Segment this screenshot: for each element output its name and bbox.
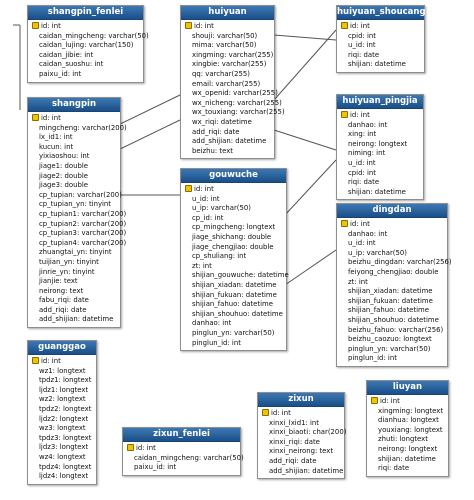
table-field: add_shijian: datetime xyxy=(269,466,344,475)
link-shangpin-huiyuan-2 xyxy=(118,120,180,150)
table-field: wz4: longtext xyxy=(39,452,86,461)
field-list xyxy=(337,218,452,366)
table-field: id: int xyxy=(371,397,445,407)
table-field: neirong: longtext xyxy=(348,139,408,148)
table-field: mima: varchar(50) xyxy=(192,41,257,50)
table-field: youxiang: longtext xyxy=(378,425,443,434)
table-title: shangpin_fenlei xyxy=(28,6,143,20)
table-field: add_shijian: datetime xyxy=(39,315,114,324)
table-zixun xyxy=(257,392,345,479)
field-list xyxy=(28,20,149,82)
table-field: pinglun_yn: varchar(50) xyxy=(192,328,275,337)
table-field: zhuti: longtext xyxy=(378,435,428,444)
table-field: u_id: int xyxy=(192,194,220,203)
table-field: tpdz2: longtext xyxy=(39,404,92,413)
table-field: jiage_shichang: double xyxy=(192,232,272,241)
table-field: danhao: int xyxy=(192,319,232,328)
primary-key-icon xyxy=(341,220,348,227)
table-field: ljdz2: longtext xyxy=(39,414,89,423)
table-field: u_ip: varchar(50) xyxy=(348,248,407,257)
table-zixun-fenlei xyxy=(122,427,244,476)
table-field: u_ip: varchar(50) xyxy=(192,204,251,213)
table-field: add_riqi: date xyxy=(269,456,317,465)
table-field: email: varchar(255) xyxy=(192,79,261,88)
primary-key-icon xyxy=(32,114,39,121)
table-title: zixun_fenlei xyxy=(123,428,240,442)
table-title: shangpin xyxy=(28,98,120,112)
field-list xyxy=(28,355,96,484)
table-title: guanggao xyxy=(28,341,96,355)
table-field: danhao: int xyxy=(348,120,388,129)
table-field: add_shijian: datetime xyxy=(192,137,267,146)
table-field: lx_id1: int xyxy=(39,133,73,142)
field-list xyxy=(337,109,423,199)
table-huiyuan-pingjia xyxy=(336,94,424,200)
table-field: xinxi_biaoti: char(200) xyxy=(269,428,347,437)
table-field: shijian_fahuo: datetime xyxy=(192,300,273,309)
table-dingdan xyxy=(336,203,452,367)
table-field: shijian: datetime xyxy=(348,187,406,196)
table-title: liuyan xyxy=(367,381,448,395)
table-field: shijian: datetime xyxy=(348,60,406,69)
table-field: jiage1: double xyxy=(39,161,89,170)
table-field: wx_nicheng: varchar(255) xyxy=(192,98,282,107)
table-field: cpid: int xyxy=(348,31,376,40)
table-field: cp_tupian_yn: tinyint xyxy=(39,200,112,209)
table-field: ljdz4: longtext xyxy=(39,472,89,481)
table-field: riqi: date xyxy=(348,50,380,59)
table-field: caidan_suoshu: int xyxy=(39,60,104,69)
table-title: huiyuan xyxy=(181,6,274,20)
link-huiyuan-pingjia xyxy=(274,130,336,150)
table-field: shouji: varchar(50) xyxy=(192,31,258,40)
field-list xyxy=(337,20,424,72)
table-field: zt: int xyxy=(348,277,368,286)
primary-key-icon xyxy=(32,357,39,364)
table-field: xing: int xyxy=(348,130,377,139)
table-field: cpid: int xyxy=(348,168,376,177)
table-field: shijian_gouwuche: datetime xyxy=(192,271,289,280)
table-field: danhao: int xyxy=(348,229,388,238)
table-field: wz2: longtext xyxy=(39,395,86,404)
link-pingjia-dingdan xyxy=(285,160,336,215)
table-field: beizhu_caozuo: longtext xyxy=(348,335,432,344)
table-field: neirong: text xyxy=(39,286,84,295)
field-list xyxy=(258,407,347,478)
table-title: dingdan xyxy=(337,204,447,218)
table-field: pinglun_id: int xyxy=(348,354,397,363)
table-field: tpdz4: longtext xyxy=(39,462,92,471)
table-title: zixun xyxy=(258,393,344,407)
link-huiyuan-shoucang-2 xyxy=(274,30,336,100)
table-title: huiyuan_pingjia xyxy=(337,95,423,109)
link-gouwuche-dingdan xyxy=(285,250,336,285)
table-field: paixu_id: int xyxy=(134,463,177,472)
table-field: wz3: longtext xyxy=(39,424,86,433)
field-list xyxy=(28,112,127,327)
table-field: wx_openid: varchar(255) xyxy=(192,89,278,98)
table-field: shijian_fahuo: datetime xyxy=(348,306,429,315)
primary-key-icon xyxy=(185,185,192,192)
table-field: tuijian_yn: tinyint xyxy=(39,257,99,266)
table-field: caidan_lujing: varchar(150) xyxy=(39,41,134,50)
table-field: paixu_id: int xyxy=(39,69,82,78)
field-list xyxy=(181,20,285,158)
table-field: jiage_chengjiao: double xyxy=(192,242,274,251)
table-huiyuan xyxy=(180,5,285,159)
table-field: zhuangtai_yn: tinyint xyxy=(39,248,112,257)
table-field: xinxi_lxid1: int xyxy=(269,418,319,427)
table-field: shijian_fukuan: datetime xyxy=(348,296,433,305)
table-field: u_id: int xyxy=(348,41,376,50)
link-shangpin-huiyuan-1 xyxy=(118,95,180,125)
table-field: xingbie: varchar(255) xyxy=(192,60,267,69)
primary-key-icon xyxy=(127,444,134,451)
table-field: shijian_xiadan: datetime xyxy=(348,287,433,296)
table-field: jianjie: text xyxy=(39,277,78,286)
primary-key-icon xyxy=(262,409,269,416)
table-field: add_riqi: date xyxy=(39,305,87,314)
link-huiyuan-shoucang-1 xyxy=(274,35,336,40)
primary-key-icon xyxy=(185,22,192,29)
table-field: qq: varchar(255) xyxy=(192,69,250,78)
table-field: u_id: int xyxy=(348,239,376,248)
table-field: neirong: longtext xyxy=(378,444,438,453)
table-field: id: int xyxy=(341,220,444,230)
table-field: beizhu_fahuo: varchar(256) xyxy=(348,325,444,334)
table-gouwuche xyxy=(180,168,287,351)
primary-key-icon xyxy=(371,397,378,404)
table-field: beizhu: text xyxy=(192,146,233,155)
table-field: id: int xyxy=(185,22,271,32)
table-field: dianhua: longtext xyxy=(378,416,439,425)
field-list xyxy=(181,183,289,350)
table-field: xinxi_riqi: date xyxy=(269,437,320,446)
table-field: id: int xyxy=(185,185,283,195)
table-field: u_id: int xyxy=(348,158,376,167)
table-field: wz1: longtext xyxy=(39,366,86,375)
table-field: pinglun_yn: varchar(50) xyxy=(348,344,431,353)
table-field: cp_tupian4: varchar(200) xyxy=(39,238,127,247)
table-liuyan xyxy=(366,380,449,477)
table-field: cp_shuliang: int xyxy=(192,252,247,261)
table-field: pinglun_id: int xyxy=(192,338,241,347)
table-field: id: int xyxy=(127,444,237,454)
table-field: cp_id: int xyxy=(192,213,224,222)
table-field: id: int xyxy=(341,22,421,32)
table-field: cp_tupian3: varchar(200) xyxy=(39,229,127,238)
table-field: caidan_mingcheng: varchar(50) xyxy=(39,31,149,40)
table-field: id: int xyxy=(32,114,117,124)
table-field: riqi: date xyxy=(378,464,410,473)
table-shangpin xyxy=(27,97,127,328)
table-title: huiyuan_shoucang xyxy=(337,6,424,20)
table-field: cp_tupian: varchar(200) xyxy=(39,190,122,199)
table-field: cp_tupian2: varchar(200) xyxy=(39,219,127,228)
table-field: feiyong_chengjiao: double xyxy=(348,267,439,276)
table-field: cp_tupian1: varchar(200) xyxy=(39,209,127,218)
table-field: yixiaoshou: int xyxy=(39,152,90,161)
field-list xyxy=(123,442,244,475)
table-field: tpdz1: longtext xyxy=(39,376,92,385)
table-field: xingming: longtext xyxy=(378,406,444,415)
table-field: tpdz3: longtext xyxy=(39,433,92,442)
table-field: mingcheng: varchar(200) xyxy=(39,123,127,132)
table-shangpin-fenlei xyxy=(27,5,149,83)
table-field: id: int xyxy=(341,111,420,121)
primary-key-icon xyxy=(32,22,39,29)
table-field: shijian: datetime xyxy=(378,454,436,463)
table-field: beizhu_dingdan: varchar(256) xyxy=(348,258,452,267)
table-guanggao xyxy=(27,340,97,485)
table-field: jiage2: double xyxy=(39,171,89,180)
table-field: wx_riqi: datetime xyxy=(192,117,252,126)
table-field: fabu_riqi: date xyxy=(39,296,89,305)
table-title: gouwuche xyxy=(181,169,286,183)
table-field: add_riqi: date xyxy=(192,127,240,136)
table-field: jinrie_yn: tinyint xyxy=(39,267,95,276)
primary-key-icon xyxy=(341,111,348,118)
table-field: id: int xyxy=(32,22,140,32)
table-field: jiage3: double xyxy=(39,181,89,190)
table-field: id: int xyxy=(32,357,93,367)
primary-key-icon xyxy=(341,22,348,29)
table-huiyuan-shoucang xyxy=(336,5,425,73)
table-field: cp_mingcheng: longtext xyxy=(192,223,276,232)
table-field: riqi: date xyxy=(348,178,380,187)
table-field: ljdz3: longtext xyxy=(39,443,89,452)
table-field: ljdz1: longtext xyxy=(39,385,89,394)
table-field: shijian_shouhuo: datetime xyxy=(348,315,439,324)
table-field: zt: int xyxy=(192,261,212,270)
table-field: caidan_jibie: int xyxy=(39,50,94,59)
table-field: kucun: int xyxy=(39,142,74,151)
table-field: niming: int xyxy=(348,149,386,158)
table-field: wx_touxiang: varchar(255) xyxy=(192,108,285,117)
table-field: shijian_shouhuo: datetime xyxy=(192,309,283,318)
table-field: caidan_mingcheng: varchar(50) xyxy=(134,453,244,462)
table-field: shijian_xiadan: datetime xyxy=(192,280,277,289)
field-list xyxy=(367,395,448,476)
table-field: shijian_fukuan: datetime xyxy=(192,290,277,299)
table-field: xinxi_neirong: text xyxy=(269,447,334,456)
table-field: id: int xyxy=(262,409,341,419)
table-field: xingming: varchar(255) xyxy=(192,50,274,59)
